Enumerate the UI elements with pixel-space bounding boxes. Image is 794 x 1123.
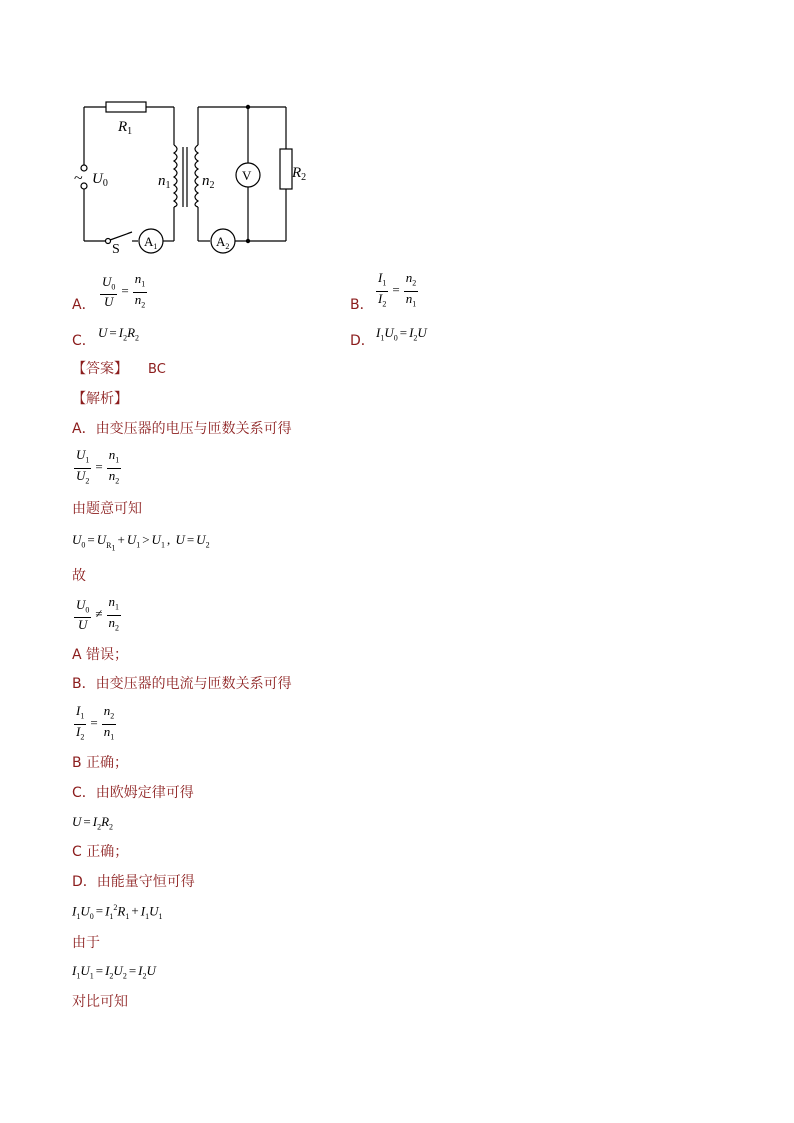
svg-text:S: S — [112, 242, 120, 257]
option-b-label: B． — [350, 297, 374, 313]
svg-text:R2: $R_2$ — [292, 165, 307, 183]
analysis-from-problem: 由题意可知 — [72, 501, 142, 517]
answer-value: BC — [148, 362, 166, 377]
svg-text:A2: $A_2$ — [216, 234, 230, 251]
circuit-diagram — [70, 95, 330, 265]
svg-text:R1: $R_1$ — [118, 119, 133, 137]
formula-ohm: $U = I_2R_2$ — [72, 814, 114, 832]
analysis-compare: 对比可知 — [72, 994, 128, 1010]
coil-n2 — [195, 145, 198, 207]
formula-u0-relation: $U_0 = U_{R_1}+ U_1 > U_1$ , $U = U_2$ — [72, 532, 210, 553]
analysis-because: 由于 — [72, 935, 100, 951]
analysis-a-title: A．由变压器的电压与匝数关系可得 — [72, 421, 292, 437]
svg-text:n1: $n_1$ — [158, 173, 171, 191]
svg-text:n2: $n_2$ — [202, 173, 215, 191]
formula-energy: $I_1U_0 = I_1^2R_1 + I_1U_1$ — [72, 903, 163, 921]
formula-not-equal: $\frac{U_0}{U}$ ≠ $\frac{n_1}{n_2}$ — [76, 594, 120, 633]
formula-voltage-ratio: $\frac{U_1}{U_2}$ = $\frac{n_1}{n_2}$ — [76, 447, 120, 486]
analysis-therefore: 故 — [72, 568, 86, 584]
analysis-a-wrong: A 错误； — [72, 647, 129, 663]
coil-n1 — [174, 145, 177, 207]
analysis-d-title: D．由能量守恒可得 — [72, 874, 195, 890]
analysis-b-right: B 正确； — [72, 755, 129, 771]
svg-text:U0: $U_0$ — [92, 171, 108, 189]
formula-power-equal: $I_1U_1 = I_2U_2 = I_2U$ — [72, 963, 156, 981]
option-a-formula: $\frac{U_0}{U}$ = $\frac{n_1}{n_2}$ — [102, 271, 146, 310]
option-c-label: C． — [72, 333, 96, 349]
analysis-b-title: B．由变压器的电流与匝数关系可得 — [72, 676, 292, 692]
svg-text:A1: $A_1$ — [144, 234, 158, 251]
resistor-r1 — [106, 102, 146, 112]
svg-text:~: ~ — [74, 170, 83, 187]
option-b-formula: $\frac{I_1}{I_2}$ = $\frac{n_2}{n_1}$ — [378, 270, 417, 309]
option-a-label: A． — [72, 297, 96, 313]
option-d-label: D． — [350, 333, 375, 349]
svg-text:V: V — [242, 168, 252, 183]
analysis-c-right: C 正确； — [72, 844, 129, 860]
formula-current-ratio: $\frac{I_1}{I_2}$ = $\frac{n_2}{n_1}$ — [76, 703, 115, 742]
option-c-formula: $U = I_2R_2$ — [98, 325, 140, 343]
analysis-label: 【解析】 — [72, 391, 128, 407]
analysis-c-title: C．由欧姆定律可得 — [72, 785, 194, 801]
answer-label: 【答案】 — [72, 361, 128, 377]
option-d-formula: $I_1U_0 = I_2U$ — [376, 325, 427, 343]
resistor-r2 — [280, 149, 292, 189]
